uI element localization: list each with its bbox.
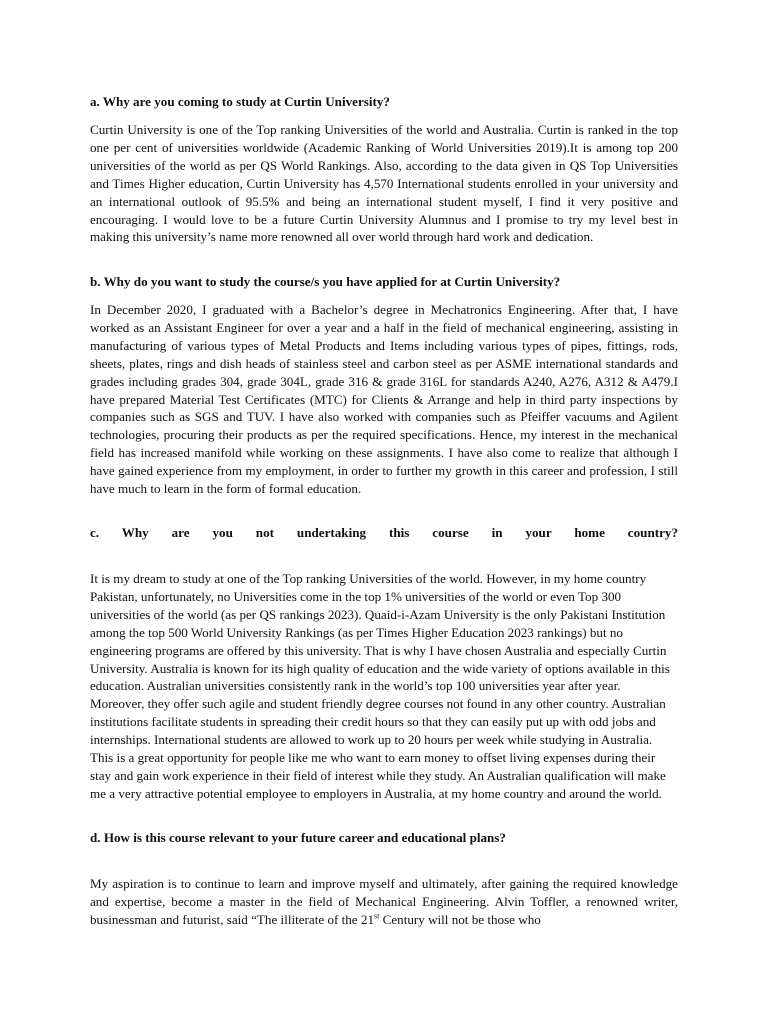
answer-d-continuation: Century will not be those who: [379, 911, 541, 927]
question-a: a. Why are you coming to study at Curtin University?: [90, 94, 390, 109]
answer-d-text: My aspiration is to continue to learn and improve myself and ultimately, after gaining the required knowledge and expertise, become a master in the field of Mechanical Engineering. Alvin Toffler, a renowned writer, businessman and futurist, said “The illiterate of the 21: [90, 876, 678, 927]
question-b: b. Why do you want to study the course/s you have applied for at Curtin University?: [90, 274, 561, 289]
answer-d: [90, 875, 678, 929]
question-d: d. How is this course relevant to your future career and educational plans?: [90, 830, 506, 845]
answer-b: In December 2020, I graduated with a Bachelor’s degree in Mechatronics Engineering. After that, I have worked as an Assistant Engineer for over a year and a half in the field of mechanical engineering, assisting in manufacturing of various types of Metal Products and Items including various types of pipes, fittings, rods, sheets, plates, rings and dish heads of stainless steel and carbon steel as per ASME international standards and grades including grades 304, grade 304L, grade 316 & grade 316L for standards A240, A276, A312 & A479.I have prepared Material Test Certificates (MTC) for Clients & Arrange and help in third party inspections by companies such as SGS and TUV. I have also worked with companies such as Pfeiffer vacuums and Agilent technologies, procuring their products as per the required specifications. Hence, my interest in the mechanical field has increased manifold while working on these assignments. I have also come to realize that although I have gained experience from my employment, in order to further my growth in this career and profession, I still have much to learn in the form of formal education.: [90, 302, 678, 497]
answer-a: Curtin University is one of the Top ranking Universities of the world and Australia. Curtin is ranked in the top one per cent of universities worldwide (Academic Ranking of World Universities 2019).It is among top 200 universities of the world as per QS World Rankings. Also, according to the data given in QS Top Universities and Times Higher education, Curtin University has 4,570 International students enrolled in your university and an international outlook of 95.5% and being an international student myself, I find it very positive and encouraging. I would love to be a future Curtin University Alumnus and I promise to try my level best in making this university’s name more renowned all over world through hard work and dedication.: [90, 122, 678, 245]
answer-c: It is my dream to study at one of the Top ranking Universities of the world. However, in my home country Pakistan, unfortunately, no Universities come in the top 1% universities of the world or even Top 300 universities of the world (as per QS rankings 2023). Quaid-i-Azam University is the only Pakistani Institution among the top 500 World University Rankings (as per Times Higher Education 2023 rankings) but no engineering programs are offered by this university. That is why I have chosen Australia and especially Curtin University. Australia is known for its high quality of education and the wide variety of options available in this education. Australian universities consistently rank in the world’s top 100 universities year after year. Moreover, they offer such agile and student friendly degree courses not found in any other country. Australian institutions facilitate students in spreading their credit hours so that they can easily put up with odd jobs and internships. International students are allowed to work up to 20 hours per week while studying in Australia. This is a great opportunity for people like me who want to earn money to offset living expenses during their stay and gain work experience in their field of interest while they study. An Australian qualification will make me a very attractive potential employee to employers in Australia, at my home country and around the world.: [90, 571, 670, 801]
ordinal-superscript: st: [374, 911, 380, 921]
question-c: c. Why are you not undertaking this course in your home country?: [90, 525, 678, 540]
